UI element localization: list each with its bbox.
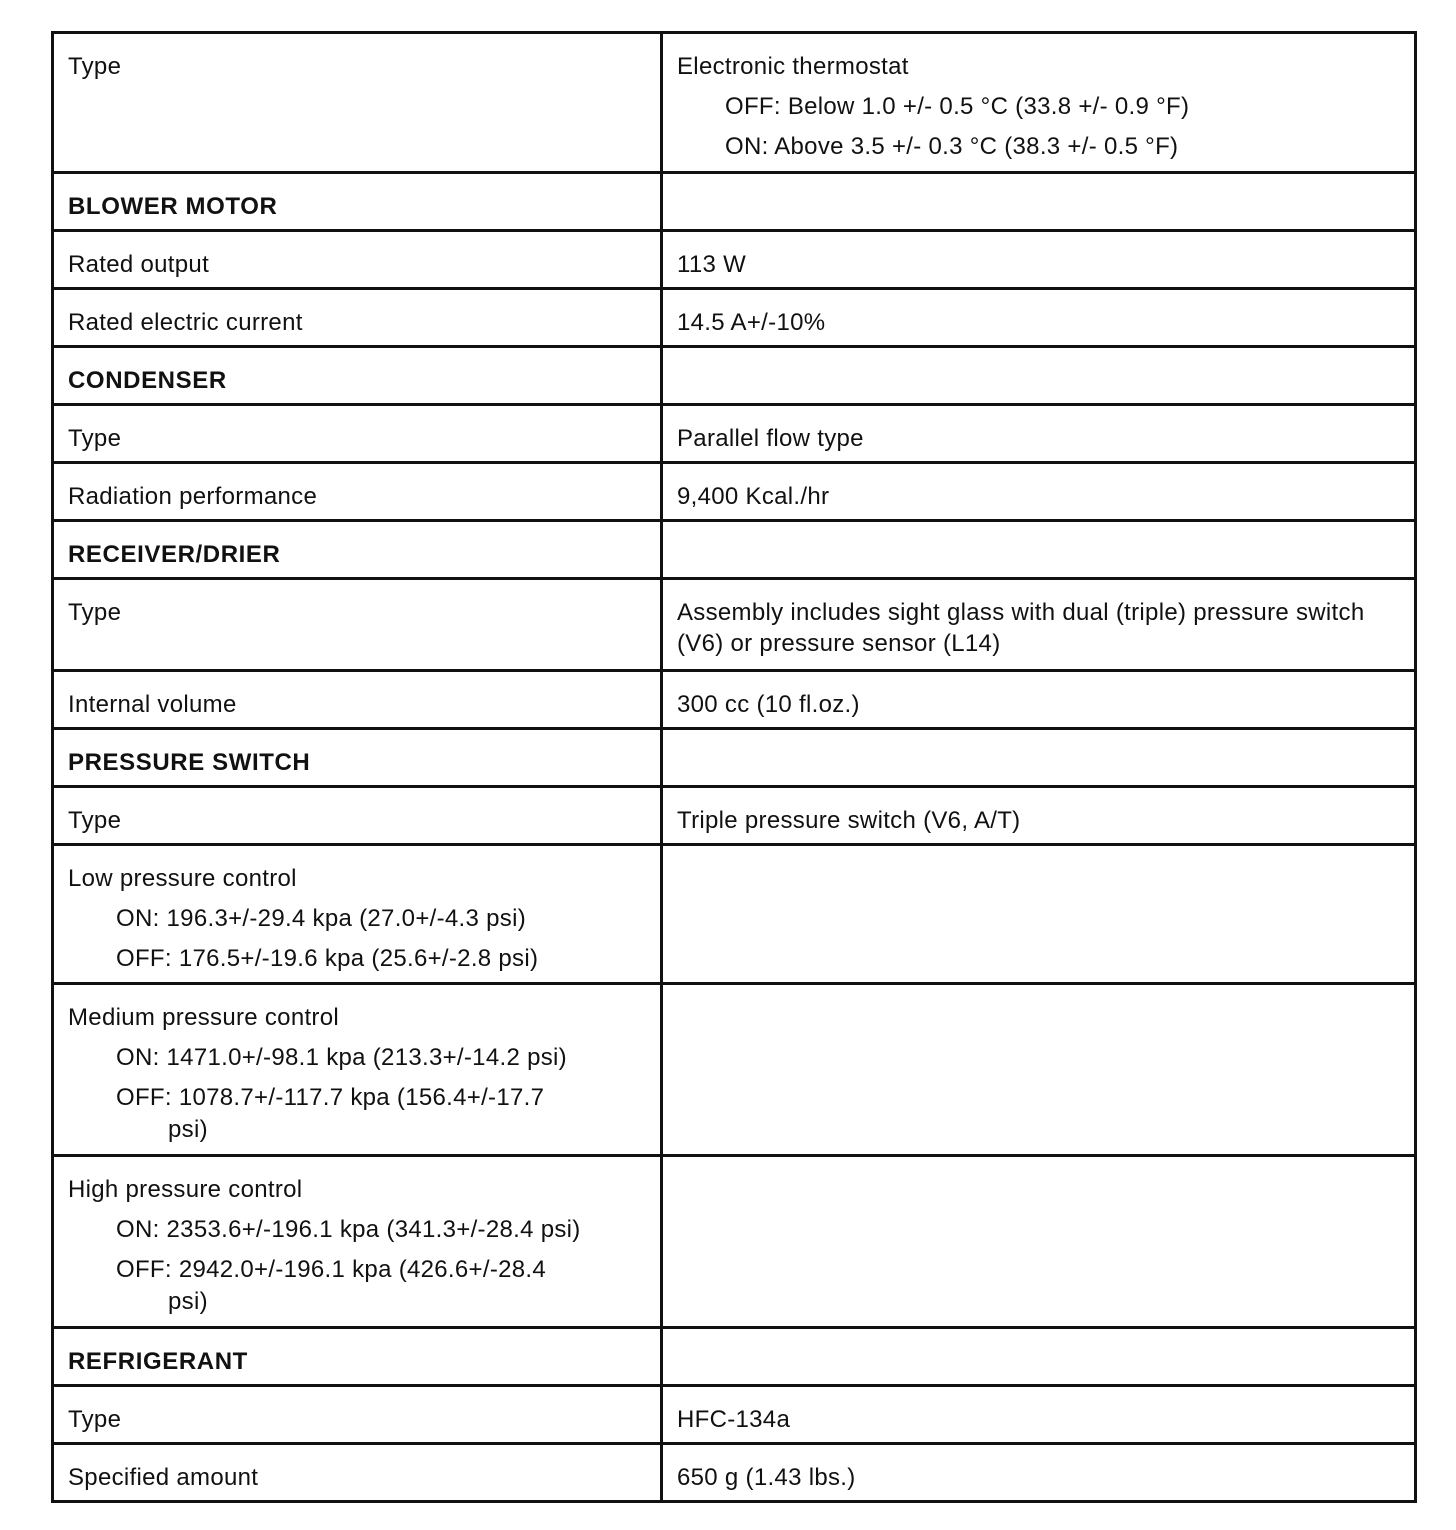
pressure-switch-heading: PRESSURE SWITCH [68, 749, 311, 776]
high-pressure-on: ON: 2353.6+/-196.1 kpa (341.3+/-28.4 psi) [116, 1216, 581, 1244]
row-value [662, 1386, 1416, 1444]
section-row [53, 1328, 1416, 1386]
row-label [53, 405, 662, 463]
refrigerant-type-value: HFC-134a [677, 1406, 791, 1433]
row-value [662, 463, 1416, 521]
pressure-switch-type-label: Type [68, 807, 122, 834]
high-pressure-off-continued: psi) [168, 1287, 208, 1315]
receiver-type-value: Assembly includes sight glass with dual (triple) pressure switch (V6) or pressure sensor (L14) [677, 599, 1365, 658]
section-row [53, 729, 1416, 787]
row-value [662, 787, 1416, 845]
table-row [53, 845, 1416, 984]
thermostat-off-value: OFF: Below 1.0 +/- 0.5 °C (33.8 +/- 0.9 °F) [725, 93, 1190, 121]
section-empty-cell [662, 1328, 1416, 1386]
specified-amount-value: 650 g (1.43 lbs.) [677, 1464, 856, 1491]
row-value [662, 671, 1416, 729]
refrigerant-heading: REFRIGERANT [68, 1348, 248, 1375]
row-label [53, 579, 662, 671]
table-row [53, 1156, 1416, 1328]
table-row [53, 579, 1416, 671]
row-label [53, 231, 662, 289]
condenser-heading: CONDENSER [68, 367, 227, 394]
row-label [53, 845, 662, 984]
row-label [53, 1156, 662, 1328]
row-label [53, 787, 662, 845]
row-label [53, 289, 662, 347]
high-pressure-off: OFF: 2942.0+/-196.1 kpa (426.6+/-28.4 [116, 1256, 547, 1284]
row-value [662, 1156, 1416, 1328]
row-value [662, 231, 1416, 289]
receiver-type-label: Type [68, 599, 122, 626]
specified-amount-label: Specified amount [68, 1464, 259, 1491]
row-value [662, 289, 1416, 347]
internal-volume-value: 300 cc (10 fl.oz.) [677, 691, 860, 718]
specifications-table [51, 31, 1417, 1503]
low-pressure-label: Low pressure control [68, 865, 297, 892]
thermostat-type-label: Type [68, 53, 122, 80]
section-empty-cell [662, 347, 1416, 405]
section-row [53, 347, 1416, 405]
receiver-drier-heading: RECEIVER/DRIER [68, 541, 281, 568]
table-row [53, 405, 1416, 463]
internal-volume-label: Internal volume [68, 691, 237, 718]
section-empty-cell [662, 521, 1416, 579]
section-header [53, 347, 662, 405]
row-value [662, 984, 1416, 1156]
section-empty-cell [662, 729, 1416, 787]
high-pressure-label: High pressure control [68, 1176, 303, 1203]
row-label [53, 33, 662, 173]
condenser-type-label: Type [68, 425, 122, 452]
radiation-performance-label: Radiation performance [68, 483, 318, 510]
row-value [662, 579, 1416, 671]
rated-current-label: Rated electric current [68, 309, 303, 336]
condenser-type-value: Parallel flow type [677, 425, 864, 452]
section-row [53, 521, 1416, 579]
table-row [53, 984, 1416, 1156]
row-label [53, 984, 662, 1156]
medium-pressure-on: ON: 1471.0+/-98.1 kpa (213.3+/-14.2 psi) [116, 1044, 567, 1072]
table-row [53, 1444, 1416, 1502]
medium-pressure-label: Medium pressure control [68, 1004, 340, 1031]
blower-motor-heading: BLOWER MOTOR [68, 193, 278, 220]
section-empty-cell [662, 173, 1416, 231]
row-label [53, 463, 662, 521]
table-row [53, 1386, 1416, 1444]
row-label [53, 1386, 662, 1444]
rated-current-value: 14.5 A+/-10% [677, 309, 826, 336]
low-pressure-off: OFF: 176.5+/-19.6 kpa (25.6+/-2.8 psi) [116, 945, 539, 973]
section-row [53, 173, 1416, 231]
thermostat-type-value: Electronic thermostat [677, 53, 909, 80]
section-header [53, 173, 662, 231]
row-label [53, 1444, 662, 1502]
medium-pressure-off: OFF: 1078.7+/-117.7 kpa (156.4+/-17.7 [116, 1084, 545, 1112]
table-row [53, 231, 1416, 289]
table-row [53, 463, 1416, 521]
pressure-switch-type-value: Triple pressure switch (V6, A/T) [677, 807, 1021, 834]
row-value [662, 1444, 1416, 1502]
rated-output-label: Rated output [68, 251, 210, 278]
rated-output-value: 113 W [677, 251, 747, 278]
row-value [662, 845, 1416, 984]
row-value [662, 405, 1416, 463]
table-row [53, 289, 1416, 347]
section-header [53, 521, 662, 579]
refrigerant-type-label: Type [68, 1406, 122, 1433]
table-row [53, 787, 1416, 845]
low-pressure-on: ON: 196.3+/-29.4 kpa (27.0+/-4.3 psi) [116, 905, 526, 933]
section-header [53, 729, 662, 787]
thermostat-on-value: ON: Above 3.5 +/- 0.3 °C (38.3 +/- 0.5 °F) [725, 133, 1179, 161]
row-value [662, 33, 1416, 173]
row-label [53, 671, 662, 729]
radiation-performance-value: 9,400 Kcal./hr [677, 483, 830, 510]
table-row [53, 33, 1416, 173]
section-header [53, 1328, 662, 1386]
medium-pressure-off-continued: psi) [168, 1115, 208, 1143]
table-row [53, 671, 1416, 729]
